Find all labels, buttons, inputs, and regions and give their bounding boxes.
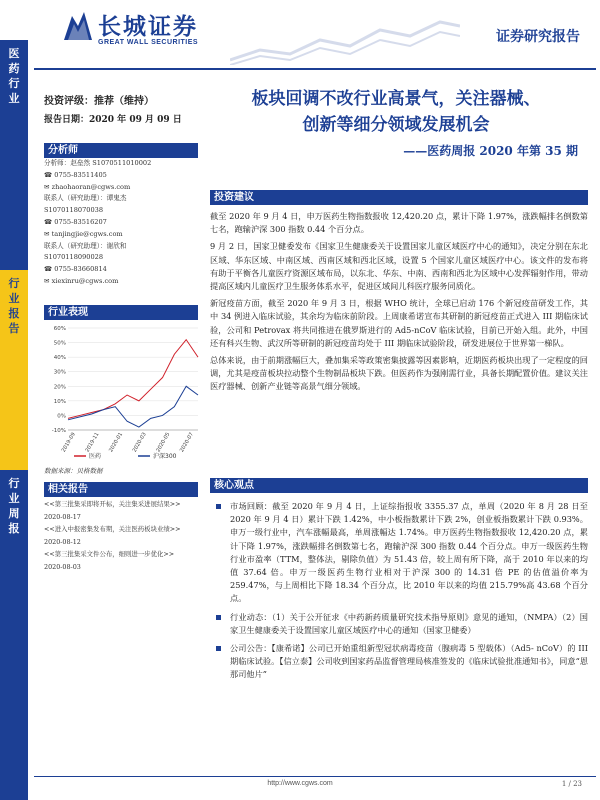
chart-legend-label: 沪深300 bbox=[153, 453, 177, 460]
chart-y-tick-label: 50% bbox=[53, 340, 66, 347]
sidebar-industry bbox=[0, 40, 28, 270]
invest-paragraph: 新冠疫苗方面，截至 2020 年 9 月 3 日，根据 WHO 统计，全球已启动 176 个新冠疫苗研发工作，其中 34 例进入临床试验，其余均为临床前阶段。上周康希诺宣布其研制的新冠疫苗正式进入 III 期临床试验，公司和 Petrovax 将共同推进在俄罗斯进行的 Ad5-nCoV 临床试验，目前已开始入组。此外，中国还有科兴生物、武汉所等研制的新冠疫苗均处于 III 期临床试验阶段，研发进展位于世界第一梯队。 bbox=[210, 298, 588, 348]
title-line-1: 板块回调不改行业高景气，关注器械、 bbox=[251, 89, 541, 109]
footer-website[interactable]: http://www.cgws.com bbox=[267, 780, 333, 787]
chart-y-tick-label: 0% bbox=[57, 413, 66, 420]
related-report-date: 2020-08-12 bbox=[44, 537, 81, 546]
analyst-row: ✉ tanjingjie@cgws.com bbox=[44, 229, 123, 238]
title-line-2: 创新等细分领域发展机会 bbox=[302, 115, 490, 135]
invest-advice-body bbox=[210, 210, 588, 398]
analyst-row: 分析师：赵垒然 S1070511010002 bbox=[44, 159, 152, 167]
related-report-date: 2020-08-03 bbox=[44, 562, 81, 571]
chart-y-tick-label: 40% bbox=[53, 355, 66, 362]
sidebar-report-kind bbox=[0, 270, 28, 470]
core-section-header: 核心观点 bbox=[210, 478, 588, 493]
related-report-title[interactable]: <<第三批集采即将开标，关注集采进展结果>> bbox=[44, 500, 181, 508]
analyst-row: ✉ zhaohaoran@cgws.com bbox=[44, 182, 131, 191]
related-reports bbox=[44, 498, 200, 573]
related-report-title[interactable]: <<第三批集采文件公布，细则进一步优化>> bbox=[44, 550, 175, 558]
invest-paragraph: 9 月 2 日，国家卫健委发布《国家卫生健康委关于设置国家儿童区域医疗中心的通知》，决定分别在东北区域、华东区域、中南区域、西南区域和西北区域，设置 5 个国家儿童区域医疗中心。该文件的发布将有助于平衡各儿童医疗资源区域布局，以东北、华东、中南、西南和西北为区域中心发挥辐射作用，带动提高区域内儿童医疗卫生服务体系水平，促进区域间儿科医疗服务同质化。 bbox=[210, 241, 588, 292]
page-number: 1 / 23 bbox=[561, 780, 582, 788]
chart-x-tick-label: 2019-09 bbox=[60, 431, 77, 454]
great-wall-logo-icon bbox=[62, 10, 94, 44]
analyst-row: 联系人（研究助理）：谢欣和 bbox=[44, 241, 127, 250]
analyst-row: S1070118070038 bbox=[44, 206, 104, 215]
chart-x-tick-label: 2020-01 bbox=[108, 431, 125, 454]
analyst-section-header: 分析师 bbox=[44, 143, 198, 158]
chart-x-tick-label: 2020-07 bbox=[179, 431, 196, 454]
invest-paragraph: 截至 2020 年 9 月 4 日，申万医药生物指数报收 12,420.20 点，累计下降 1.97%，涨跌幅排名倒数第七名，跑输沪深 300 指数 0.44 个百分点。 bbox=[210, 211, 588, 235]
left-sidebar bbox=[0, 40, 28, 800]
core-view-item: 行业动态：（1）关于公开征求《中药新药质量研究技术指导原则》意见的通知，（NMPA）（2）国家卫生健康委关于设置国家儿童区域医疗中心的通知（国家卫健委） bbox=[210, 611, 588, 637]
core-view-item: 公司公告：【康希诺】公司已开始重组新型冠状病毒疫苗（腺病毒 5 型载体）（Ad5- nCoV）的 III 期临床试验。【信立泰】公司收到国家药品监督管理局核准签发的《临床试验批准通知书》，同意“恩那司他片” bbox=[210, 642, 588, 682]
chart-series-line bbox=[68, 340, 198, 419]
logo-chinese-name: 长城证券 bbox=[98, 13, 198, 40]
sidebar-weekly-label: 行业周报 bbox=[8, 477, 20, 535]
chart-series-line bbox=[68, 386, 198, 427]
analyst-row: ☎ 0755-83511405 bbox=[44, 170, 107, 179]
sidebar-industry-label: 医药行业 bbox=[8, 47, 20, 105]
logo-english-name: GREAT WALL SECURITIES bbox=[98, 39, 199, 46]
report-header bbox=[0, 0, 600, 70]
chart-y-tick-label: 10% bbox=[53, 398, 66, 405]
company-logo bbox=[62, 8, 222, 54]
related-report-date: 2020-08-17 bbox=[44, 512, 81, 521]
analyst-row: ☎ 0755-83516207 bbox=[44, 217, 107, 226]
chart-y-tick-label: 20% bbox=[53, 384, 66, 391]
core-view-item: 市场回顾：截至 2020 年 9 月 4 日，上证综指报收 3355.37 点，单周（2020 年 8 月 28 日至 2020 年 9 月 4 日）累计下跌 1.42%，中小板指数累计下跌 2%，创业板指数累计下跌 0.93%。申万一级行业中，汽车涨幅最高，单周涨幅达 1.74%。申万医药生物指数报收 12,420.20 点，累计下降 1.97%，涨跌幅排名倒数第七名，跑输沪深 300 指数 0.44 个百分点。申万一级医药生物行业市盈率（TTM，整体法，剔除负值）为 51.43 倍，较上周有所下降，高于 2010 年以来的均值 37.64 倍。申万一级医药生物行业相对于沪深 300 的 14.31 倍 PE 的估值溢价率为 259.47%，与上周相比下降 18.34 个百分点，比 2010 年以来的均值 215.79%高 43.68 个百分点。 bbox=[210, 500, 588, 606]
analyst-row: ✉ xiexinru@cgws.com bbox=[44, 276, 119, 285]
header-divider bbox=[34, 68, 596, 70]
report-date: 报告日期：2020 年 09 月 09 日 bbox=[44, 115, 182, 125]
invest-paragraph: 总体来说，由于前期涨幅巨大，叠加集采等政策密集披露等因素影响，近期医药板块出现了一定程度的回调，尤其是疫苗板块拉动整个生物制品板块下跌。但医药作为强刚需行业，具备长期配置价值。建议关注医疗器械、创新产业链等高景气细分领域。 bbox=[210, 355, 588, 392]
chart-y-tick-label: 30% bbox=[53, 369, 66, 376]
related-section-header: 相关报告 bbox=[44, 482, 198, 497]
chart-x-tick-label: 2020-05 bbox=[155, 431, 172, 454]
chart-y-tick-label: 60% bbox=[53, 326, 66, 332]
report-type: 证券研究报告 bbox=[496, 29, 580, 45]
great-wall-watermark-icon bbox=[230, 10, 460, 65]
investment-rating: 投资评级：推荐（维持） bbox=[44, 96, 154, 107]
invest-section-header: 投资建议 bbox=[210, 190, 588, 205]
chart-x-tick-label: 2020-03 bbox=[131, 431, 148, 454]
related-report-title[interactable]: <<进入中报密集发布期，关注医药板块业绩>> bbox=[44, 525, 181, 533]
analyst-row: ☎ 0755-83660814 bbox=[44, 265, 107, 274]
chart-source-note: 数据来源：贝格数据 bbox=[44, 467, 103, 475]
core-views-list bbox=[210, 500, 588, 687]
footer-divider bbox=[34, 776, 596, 777]
sidebar-report-kind-label: 行业报告 bbox=[8, 277, 20, 335]
analyst-row: 联系人（研究助理）：谭鬼杰 bbox=[44, 194, 127, 203]
chart-section-header: 行业表现 bbox=[44, 305, 198, 320]
industry-performance-chart bbox=[44, 322, 202, 464]
chart-y-tick-label: -10% bbox=[51, 428, 66, 434]
sidebar-weekly bbox=[0, 470, 28, 800]
chart-legend-label: 医药 bbox=[89, 453, 102, 460]
report-title bbox=[206, 86, 586, 138]
report-subtitle: ——医药周报 2020 年第 35 期 bbox=[403, 144, 578, 158]
chart-x-tick-label: 2019-11 bbox=[84, 431, 101, 454]
analyst-row: S1070118090028 bbox=[44, 253, 104, 262]
analyst-info bbox=[44, 158, 190, 288]
